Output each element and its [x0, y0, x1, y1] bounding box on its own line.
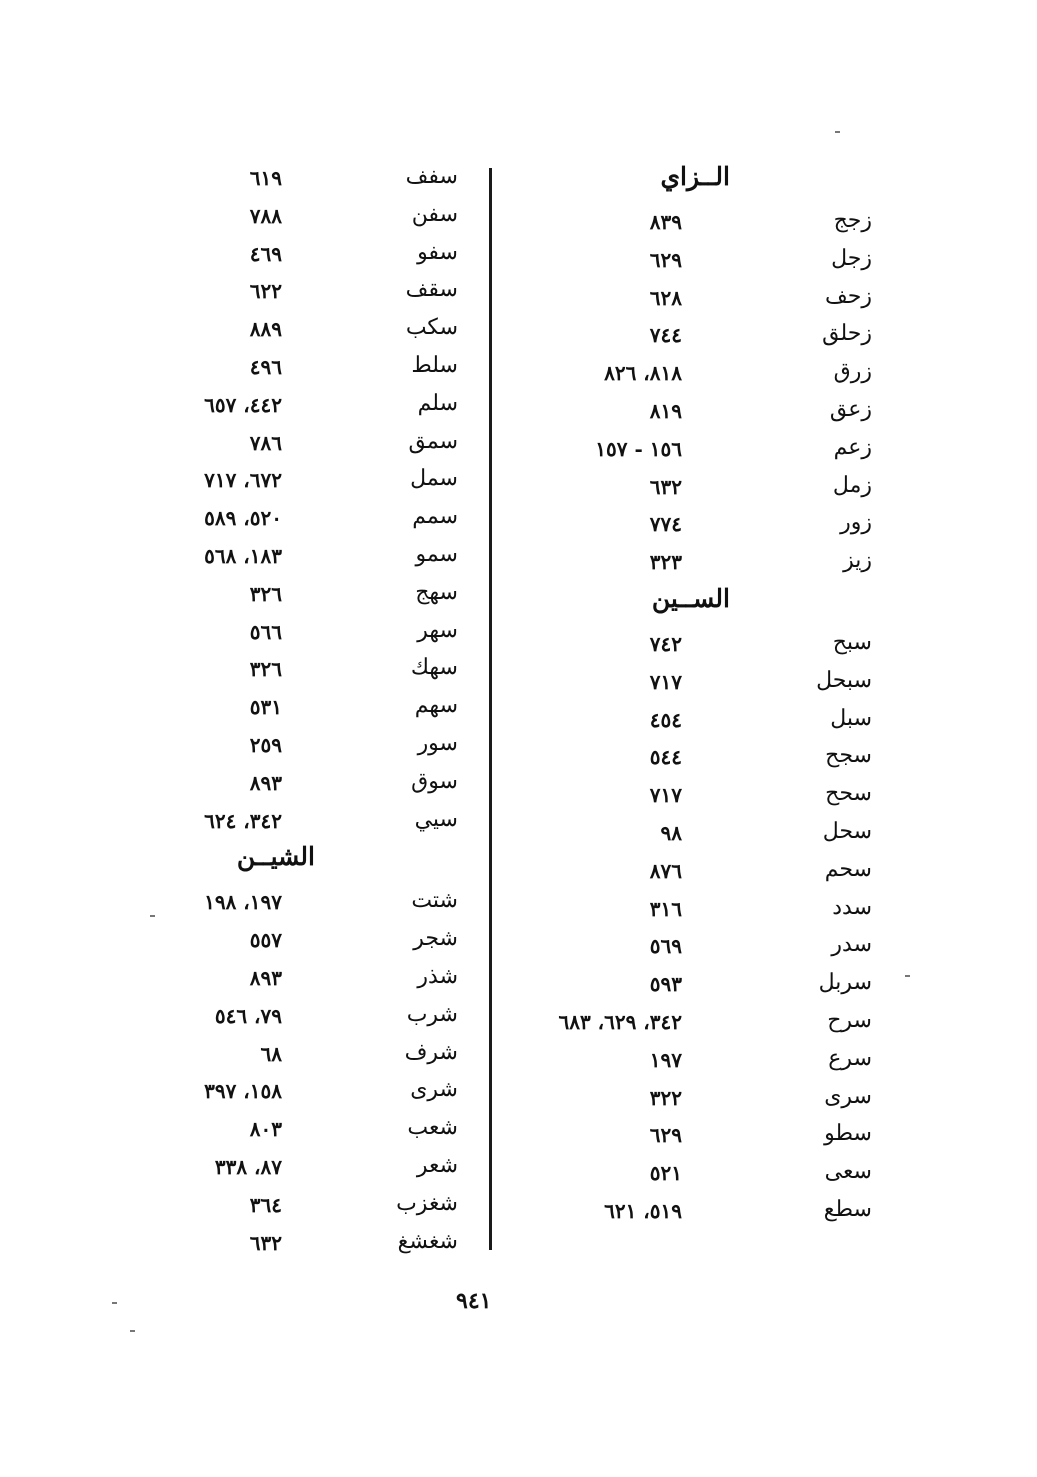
index-entry	[500, 815, 890, 853]
index-entry	[500, 702, 890, 740]
index-entry	[500, 431, 890, 469]
index-entry	[150, 998, 480, 1036]
entry-root: سبل	[830, 705, 872, 731]
entry-pages: ٤٦٩	[249, 241, 282, 266]
entry-root: سرى	[824, 1083, 872, 1109]
entry-root: سمم	[412, 504, 458, 530]
entry-pages: ٣٦٤	[249, 1192, 282, 1217]
entry-pages: ٣٤٢، ٦٢٩، ٦٨٣	[558, 1009, 682, 1034]
section-heading-zay	[500, 160, 890, 204]
entry-root: شتت	[411, 888, 458, 914]
index-entry	[500, 928, 890, 966]
entry-pages: ٣١٦	[649, 896, 682, 921]
entry-root: زجج	[833, 208, 872, 233]
entry-root: زحف	[825, 283, 872, 309]
entry-root: سحل	[822, 818, 872, 844]
index-entry	[150, 349, 480, 387]
entry-root: سمق	[408, 428, 458, 454]
entry-pages: ١٩٧	[649, 1047, 682, 1072]
index-entry	[500, 393, 890, 431]
entry-pages: ٣٢٢	[649, 1085, 682, 1110]
entry-pages: ٥٩٣	[649, 972, 682, 997]
entry-root: سور	[417, 730, 458, 756]
index-entry	[150, 538, 480, 576]
entry-root: سهر	[417, 617, 458, 643]
index-entry	[150, 198, 480, 236]
index-entry	[500, 1042, 890, 1080]
entry-root: شرف	[404, 1039, 458, 1065]
entry-pages: ٦٢٩	[649, 247, 682, 272]
entry-pages: ٦٢٩	[649, 1123, 682, 1148]
entry-root: زعم	[833, 434, 872, 460]
entry-pages: ٨٧٦	[649, 858, 682, 883]
entry-pages: ٨١٩	[649, 398, 682, 423]
entry-root: زرق	[833, 359, 872, 385]
section-heading-seen	[500, 582, 890, 626]
entry-root: سدد	[832, 894, 872, 920]
index-entry	[500, 891, 890, 929]
entry-pages: ١٩٧، ١٩٨	[204, 890, 282, 915]
index-entry	[500, 1155, 890, 1193]
entry-pages: ٤٩٦	[249, 354, 282, 379]
entry-root: سطو	[824, 1121, 872, 1147]
entry-pages: ٦٢٨	[649, 285, 682, 310]
entry-root: شذر	[417, 963, 458, 989]
scan-speck	[112, 1302, 117, 1304]
entry-root: سهك	[410, 655, 458, 681]
entry-pages: ٥٢١	[649, 1161, 682, 1186]
entry-root: زيز	[843, 548, 872, 574]
page-number: ٩٤١	[456, 1288, 492, 1314]
entry-pages: ٥٤٤	[649, 745, 682, 770]
entry-root: سطع	[823, 1196, 872, 1222]
entry-pages: ٨٣٩	[649, 210, 682, 234]
index-entry	[150, 1073, 480, 1111]
entry-root: سرح	[827, 1007, 872, 1033]
index-entry	[150, 576, 480, 614]
entry-pages: ٣٢٦	[249, 581, 282, 606]
index-entry	[500, 204, 890, 242]
section-heading-label: الشيــن	[236, 842, 315, 872]
entry-pages: ٢٥٩	[249, 732, 282, 757]
entry-pages: ٨٠٣	[249, 1117, 282, 1142]
index-entry	[150, 1036, 480, 1074]
index-entry	[150, 1225, 480, 1263]
index-entry	[150, 425, 480, 463]
entry-pages: ٥٣١	[249, 695, 282, 720]
entry-pages: ١٨٣، ٥٦٨	[204, 543, 282, 568]
entry-pages: ٥١٩، ٦٢١	[604, 1198, 682, 1223]
entry-root: زحلق	[822, 321, 872, 347]
entry-pages: ٥٥٧	[249, 928, 282, 953]
index-entry	[500, 469, 890, 507]
entry-pages: ٣٢٣	[649, 550, 682, 575]
entry-root: سوق	[411, 768, 458, 794]
entry-root: سيي	[414, 806, 458, 832]
index-entry	[150, 236, 480, 274]
scan-speck	[130, 1330, 135, 1332]
index-entry	[150, 689, 480, 727]
index-entry	[150, 160, 480, 198]
right-column	[500, 160, 890, 1231]
entry-root: سجح	[825, 743, 872, 769]
section-heading-label: الــزاي	[660, 162, 730, 191]
index-entry	[150, 462, 480, 500]
entry-pages: ٥٦٦	[249, 619, 282, 644]
entry-root: سبح	[832, 629, 872, 655]
entry-root: شرى	[410, 1077, 458, 1103]
column-divider	[489, 168, 492, 1250]
entry-root: سلم	[417, 390, 458, 416]
entry-pages: ٤٤٢، ٦٥٧	[204, 392, 282, 417]
entry-pages: ٨٩٣	[249, 965, 282, 990]
index-entry	[150, 884, 480, 922]
entry-root: سفن	[411, 201, 458, 227]
entry-root: سحح	[825, 781, 872, 807]
entry-pages: ٧٨٦	[249, 430, 282, 455]
index-entry	[500, 242, 890, 280]
entry-root: سفف	[405, 164, 458, 189]
entry-root: سلط	[411, 352, 458, 378]
index-entry	[500, 1080, 890, 1118]
index-entry	[150, 1149, 480, 1187]
entry-pages: ٦١٩	[249, 166, 282, 190]
entry-root: شعر	[416, 1152, 458, 1178]
index-entry	[500, 506, 890, 544]
scan-speck	[905, 975, 910, 977]
entry-root: سقف	[405, 277, 458, 303]
entry-pages: ٦٢٢	[249, 279, 282, 304]
entry-pages: ٧٤٢	[649, 631, 682, 656]
entry-pages: ٥٢٠، ٥٨٩	[204, 506, 282, 531]
entry-root: سدر	[831, 932, 872, 958]
entry-root: زجل	[831, 245, 872, 271]
index-entry	[150, 922, 480, 960]
index-entry	[500, 1004, 890, 1042]
index-entry	[500, 966, 890, 1004]
entry-pages: ٨٨٩	[249, 317, 282, 342]
entry-root: شعب	[407, 1115, 458, 1141]
entry-root: سحم	[824, 856, 872, 882]
entry-pages: ٨٩٣	[249, 770, 282, 795]
entry-root: سهم	[414, 693, 458, 719]
entry-pages: ٦٣٢	[249, 1230, 282, 1255]
entry-pages: ٣٢٦	[249, 657, 282, 682]
entry-pages: ٤٥٤	[649, 707, 682, 732]
index-entry	[150, 273, 480, 311]
index-entry	[150, 727, 480, 765]
section-heading-label: الســين	[651, 583, 730, 613]
index-entry	[500, 626, 890, 664]
index-entry	[500, 355, 890, 393]
entry-root: سمل	[410, 466, 458, 492]
scan-speck	[835, 131, 840, 133]
entry-root: سربل	[818, 970, 872, 996]
entry-root: سمو	[415, 541, 458, 567]
entry-pages: ٨٧، ٣٣٨	[214, 1154, 282, 1179]
index-entry	[500, 777, 890, 815]
entry-root: شغزب	[396, 1190, 458, 1216]
index-entry	[150, 387, 480, 425]
index-entry	[500, 317, 890, 355]
entry-root: سعى	[824, 1159, 872, 1185]
index-entry	[150, 765, 480, 803]
index-entry	[150, 311, 480, 349]
index-entry	[500, 1117, 890, 1155]
index-entry	[150, 1187, 480, 1225]
entry-pages: ١٥٦ - ١٥٧	[595, 436, 682, 461]
index-entry	[150, 1111, 480, 1149]
entry-pages: ٦٣٢	[649, 474, 682, 499]
entry-root: زعق	[829, 396, 872, 422]
index-entry	[150, 651, 480, 689]
section-heading-sheen	[150, 840, 480, 884]
index-entry	[500, 280, 890, 318]
index-entry	[500, 1193, 890, 1231]
entry-root: سبحل	[816, 667, 872, 693]
index-entry	[500, 739, 890, 777]
entry-pages: ٧٨٨	[249, 203, 282, 228]
entry-pages: ٧١٧	[649, 669, 682, 694]
entry-root: سرع	[828, 1045, 872, 1071]
index-entry	[500, 664, 890, 702]
entry-pages: ٧٤٤	[649, 323, 682, 348]
left-column	[150, 160, 480, 1262]
entry-root: شرب	[406, 1001, 458, 1027]
entry-root: زور	[840, 510, 872, 536]
entry-root: شغشغ	[397, 1228, 458, 1254]
entry-pages: ٦٨	[260, 1041, 282, 1066]
index-entry	[150, 500, 480, 538]
scan-speck	[150, 915, 155, 917]
entry-pages: ٧١٧	[649, 783, 682, 808]
entry-pages: ٨١٨، ٨٢٦	[604, 361, 682, 386]
index-entry	[500, 544, 890, 582]
entry-pages: ٩٨	[660, 820, 682, 845]
index-entry	[150, 803, 480, 841]
entry-pages: ٧٧٤	[649, 512, 682, 537]
index-entry	[150, 960, 480, 998]
entry-root: شجر	[413, 926, 458, 952]
index-entry	[500, 853, 890, 891]
entry-pages: ٦٧٢، ٧١٧	[204, 468, 282, 493]
entry-root: سفو	[417, 239, 458, 265]
entry-pages: ٧٩، ٥٤٦	[214, 1003, 282, 1028]
entry-root: سكب	[405, 315, 458, 341]
entry-pages: ٣٤٢، ٦٢٤	[204, 808, 282, 833]
entry-root: سهج	[415, 579, 458, 605]
entry-pages: ١٥٨، ٣٩٧	[204, 1079, 282, 1104]
index-entry	[150, 614, 480, 652]
entry-pages: ٥٦٩	[649, 934, 682, 959]
entry-root: زمل	[832, 472, 872, 498]
